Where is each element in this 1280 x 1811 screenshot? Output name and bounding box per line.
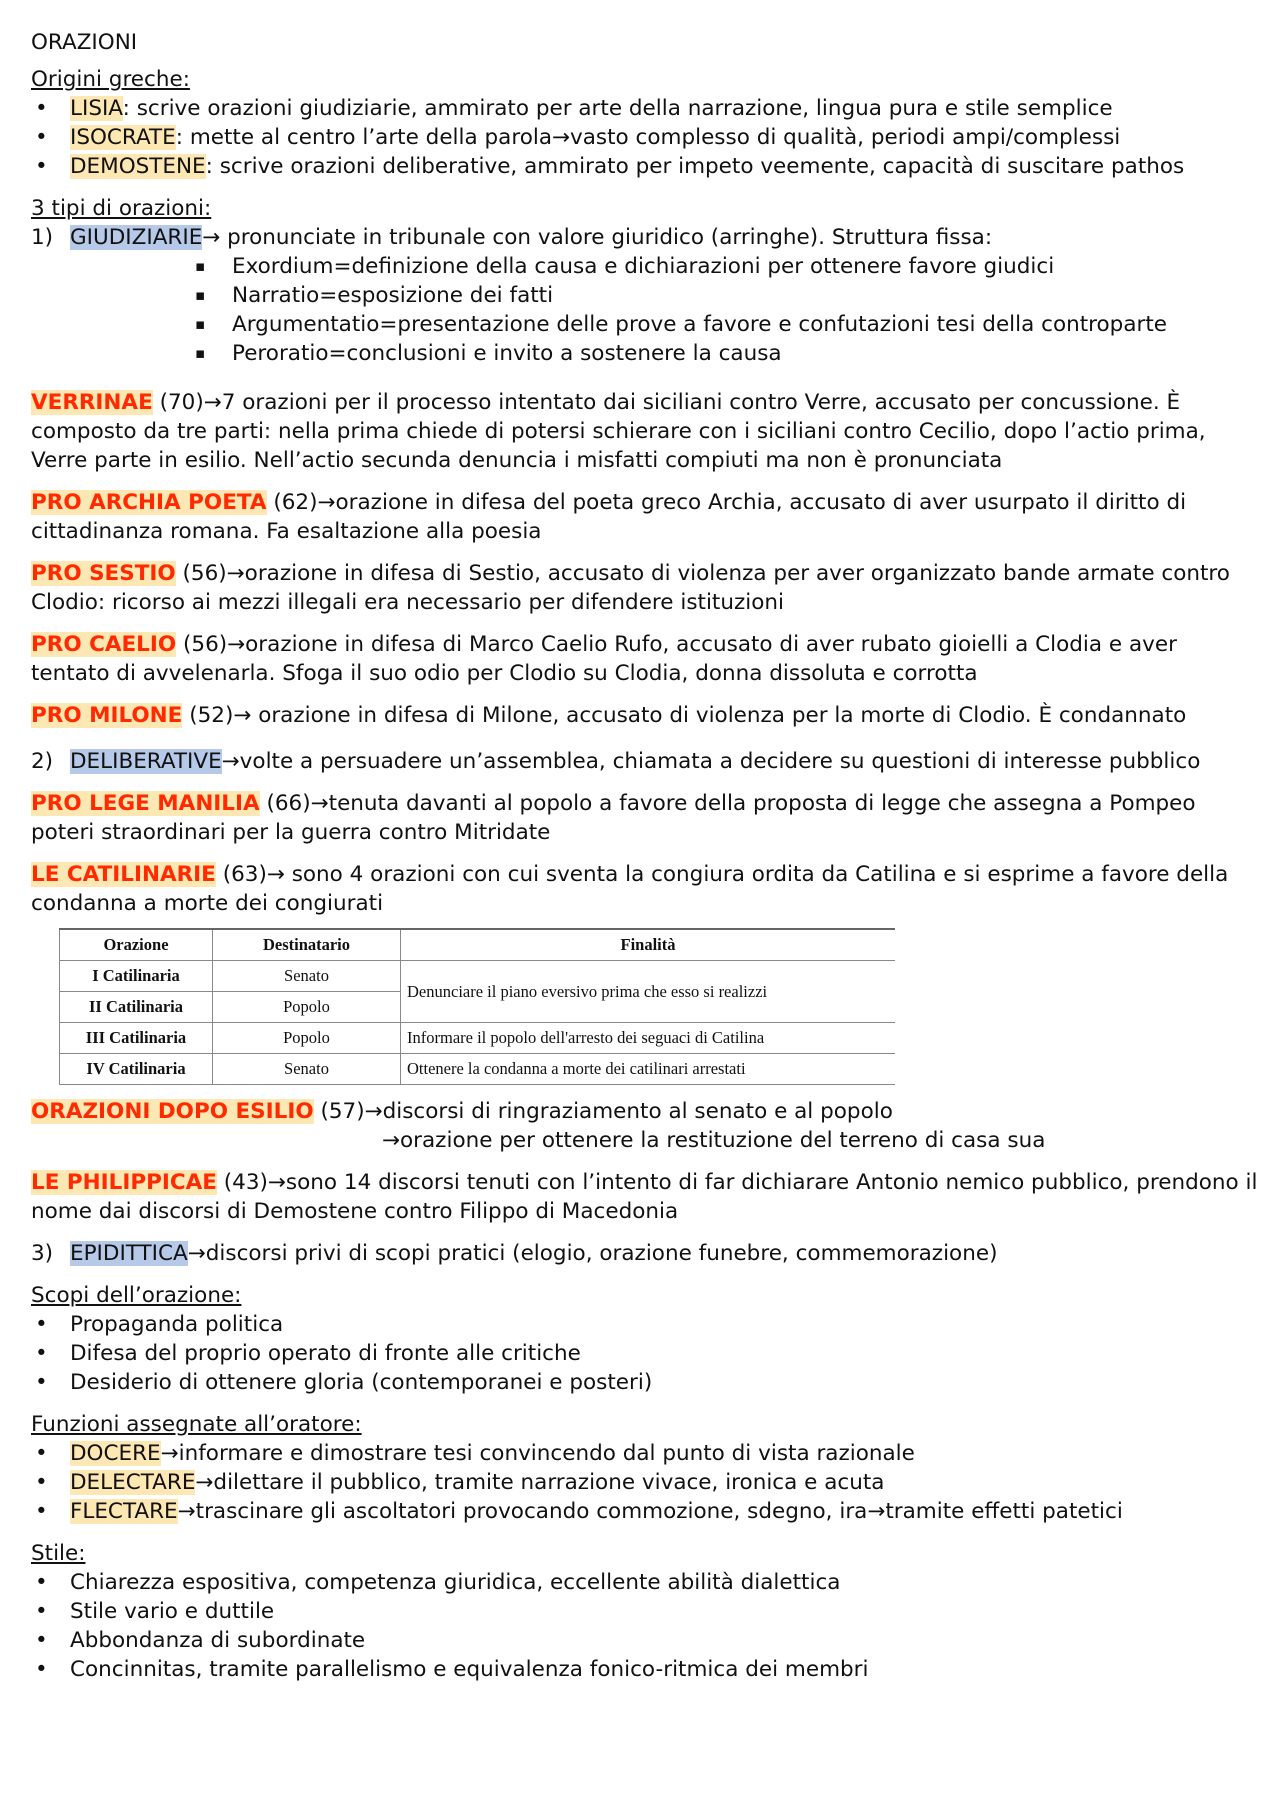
funzione-name: DOCERE [70, 1441, 161, 1466]
oration-philippicae: LE PHILIPPICAE (43)→sono 14 discorsi tenuti con l’intento di far dichiarare Antonio nemico pubblico, prendono il nome dai discorsi di Demostene contro Filippo di Macedonia [31, 1170, 1258, 1224]
list-item: • Abbondanza di subordinate [31, 1626, 1261, 1655]
tipi-heading: 3 tipi di orazioni: [31, 196, 212, 221]
list-item: • Desiderio di ottenere gloria (contemporanei e posteri) [31, 1368, 1261, 1397]
oration-pro-milone: PRO MILONE (52)→ orazione in difesa di Milone, accusato di violenza per la morte di Clodio. È condannato [31, 703, 1187, 728]
tipo-name: GIUDIZIARIE [70, 225, 203, 250]
table-header: Orazione [60, 929, 213, 961]
funzioni-heading: Funzioni assegnate all’oratore: [31, 1412, 362, 1437]
oration-pro-caelio: PRO CAELIO (56)→orazione in difesa di Marco Caelio Rufo, accusato di aver rubato gioielli a Clodia e aver tentato di avvelenarla. Sfoga il suo odio per Clodio su Clodia, donna dissoluta e corrotta [31, 632, 1177, 686]
oration-verrinae: VERRINAE (70)→7 orazioni per il processo intentato dai siciliani contro Verre, accusato per concussione. È composto da tre parti: nella prima chiede di potersi schierare con i siciliani contro Cecilio, dopo l’actio prima, Verre parte in esilio. Nell’actio secunda denuncia i misfatti compiuti ma non è pronunciata [31, 390, 1206, 473]
table-row [60, 1054, 896, 1085]
list-item: ▪ Narratio=esposizione dei fatti [191, 281, 1261, 310]
list-item: • Stile vario e duttile [31, 1597, 1261, 1626]
list-item: • Difesa del proprio operato di fronte alle critiche [31, 1339, 1261, 1368]
table-cell: Ottenere la condanna a morte dei catilinari arrestati [401, 1054, 896, 1085]
oration-title: VERRINAE [31, 390, 153, 415]
stile-list [31, 1568, 1261, 1684]
stile-heading: Stile: [31, 1541, 86, 1566]
document-page [31, 28, 1261, 1684]
table-cell: IV Catilinaria [60, 1054, 213, 1085]
list-item: • Chiarezza espositiva, competenza giuridica, eccellente abilità dialettica [31, 1568, 1261, 1597]
table-header: Finalità [401, 929, 896, 961]
list-item: ▪ Exordium=definizione della causa e dichiarazioni per ottenere favore giudici [191, 252, 1261, 281]
oration-title: LE PHILIPPICAE [31, 1170, 217, 1195]
author-name: ISOCRATE [70, 125, 176, 150]
tipo-epidittica: 3) EPIDITTICA→discorsi privi di scopi pratici (elogio, orazione funebre, commemorazione) [31, 1241, 998, 1266]
list-item: • LISIA: scrive orazioni giudiziarie, ammirato per arte della narrazione, lingua pura e stile semplice [31, 94, 1261, 123]
table-cell: Senato [213, 1054, 401, 1085]
list-item: • Concinnitas, tramite parallelismo e equivalenza fonico-ritmica dei membri [31, 1655, 1261, 1684]
oration-title: PRO ARCHIA POETA [31, 490, 267, 515]
list-item: • ISOCRATE: mette al centro l’arte della parola→vasto complesso di qualità, periodi ampi/complessi [31, 123, 1261, 152]
list-item: • DEMOSTENE: scrive orazioni deliberative, ammirato per impeto veemente, capacità di suscitare pathos [31, 152, 1261, 181]
author-name: LISIA [70, 96, 123, 121]
scopi-list [31, 1310, 1261, 1397]
catilinarie-table [59, 928, 895, 1085]
list-item: ▪ Argumentatio=presentazione delle prove a favore e confutazioni tesi della controparte [191, 310, 1261, 339]
tipo-giudiziarie: 1) GIUDIZIARIE→ pronunciate in tribunale con valore giuridico (arringhe). Struttura fissa: [31, 225, 993, 250]
oration-dopo-esilio-line2: →orazione per ottenere la restituzione del terreno di casa sua [382, 1128, 1046, 1153]
list-item: • DOCERE→informare e dimostrare tesi convincendo dal punto di vista razionale [31, 1439, 1261, 1468]
origini-heading: Origini greche: [31, 67, 190, 92]
list-item: ▪ Peroratio=conclusioni e invito a sostenere la causa [191, 339, 1261, 368]
oration-pro-archia: PRO ARCHIA POETA (62)→orazione in difesa del poeta greco Archia, accusato di aver usurpato il diritto di cittadinanza romana. Fa esaltazione alla poesia [31, 490, 1187, 544]
list-item: • FLECTARE→trascinare gli ascoltatori provocando commozione, sdegno, ira→tramite effetti patetici [31, 1497, 1261, 1526]
oration-pro-lege-manilia: PRO LEGE MANILIA (66)→tenuta davanti al popolo a favore della proposta di legge che assegna a Pompeo poteri straordinari per la guerra contro Mitridate [31, 791, 1196, 845]
oration-pro-sestio: PRO SESTIO (56)→orazione in difesa di Sestio, accusato di violenza per aver organizzato bande armate contro Clodio: ricorso ai mezzi illegali era necessario per difendere istituzioni [31, 561, 1230, 615]
scopi-heading: Scopi dell’orazione: [31, 1283, 242, 1308]
author-name: DEMOSTENE [70, 154, 206, 179]
table-cell: Senato [213, 961, 401, 992]
origini-list [31, 94, 1261, 181]
table-header-row [60, 929, 896, 961]
table-cell: Popolo [213, 1023, 401, 1054]
list-item: • DELECTARE→dilettare il pubblico, tramite narrazione vivace, ironica e acuta [31, 1468, 1261, 1497]
table-header: Destinatario [213, 929, 401, 961]
document-title: ORAZIONI [31, 30, 138, 55]
table-cell: Popolo [213, 992, 401, 1023]
list-item: • Propaganda politica [31, 1310, 1261, 1339]
table-cell: I Catilinaria [60, 961, 213, 992]
tipo-deliberative: 2) DELIBERATIVE→volte a persuadere un’assemblea, chiamata a decidere su questioni di interesse pubblico [31, 749, 1201, 774]
tipo-name: DELIBERATIVE [70, 749, 222, 774]
oration-catilinarie: LE CATILINARIE (63)→ sono 4 orazioni con cui sventa la congiura ordita da Catilina e si esprime a favore della condanna a morte dei congiurati [31, 862, 1229, 916]
oration-title: PRO SESTIO [31, 561, 176, 586]
table-cell: Denunciare il piano eversivo prima che esso si realizzi [401, 961, 896, 1023]
tipo-name: EPIDITTICA [70, 1241, 188, 1266]
table-cell: III Catilinaria [60, 1023, 213, 1054]
oration-title: PRO CAELIO [31, 632, 177, 657]
struttura-list [31, 252, 1261, 368]
funzione-name: FLECTARE [70, 1499, 178, 1524]
oration-title: LE CATILINARIE [31, 862, 216, 887]
table-cell: II Catilinaria [60, 992, 213, 1023]
oration-title: PRO MILONE [31, 703, 183, 728]
table-row [60, 1023, 896, 1054]
table-cell: Informare il popolo dell'arresto dei seguaci di Catilina [401, 1023, 896, 1054]
funzione-name: DELECTARE [70, 1470, 196, 1495]
table-row [60, 961, 896, 992]
funzioni-list [31, 1439, 1261, 1526]
oration-title: ORAZIONI DOPO ESILIO [31, 1099, 314, 1124]
oration-title: PRO LEGE MANILIA [31, 791, 260, 816]
oration-dopo-esilio: ORAZIONI DOPO ESILIO (57)→discorsi di ringraziamento al senato e al popolo [31, 1099, 893, 1124]
